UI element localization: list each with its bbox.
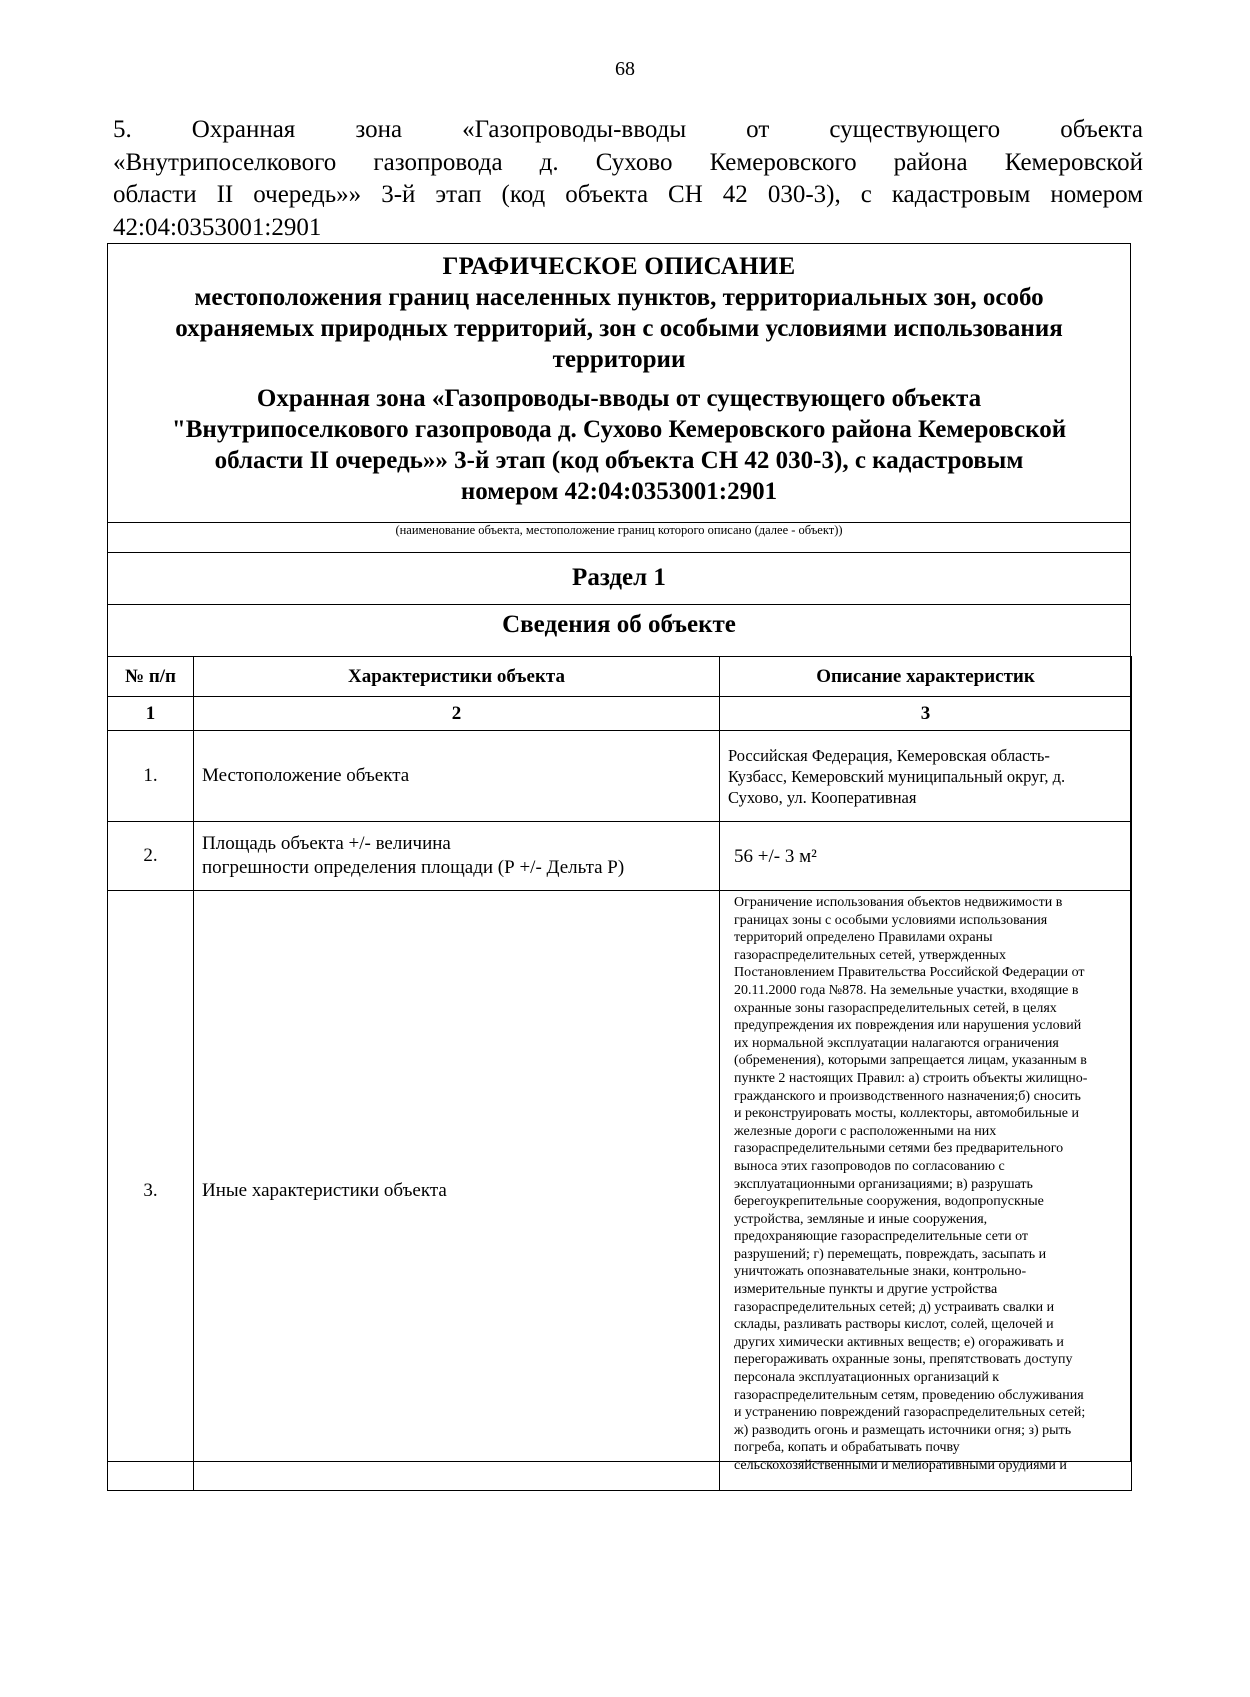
description-line: персонала эксплуатационных организаций к [734, 1370, 1000, 1386]
description-line: 20.11.2000 года №878. На земельные участки, входящие в [734, 982, 1079, 998]
characteristic-line: Площадь объекта +/- величина [202, 833, 451, 854]
description-line: охранные зоны газораспределительных сетей, в целях [734, 1000, 1057, 1016]
description-line: измерительные пункты и другие устройства [734, 1282, 998, 1298]
description-line: их нормальной эксплуатации налагаются ограничения [734, 1035, 1059, 1051]
row-number: 1. [108, 731, 194, 822]
description-line: границах зоны с особыми условиями использования [734, 912, 1048, 928]
table-row [108, 822, 1132, 891]
description-line: пункте 2 настоящих Правил: а) строить объекты жилищно- [734, 1070, 1088, 1086]
object-caption: (наименование объекта, местоположение границ которого описано (далее - объект)) [108, 522, 1130, 553]
divider [108, 604, 1130, 605]
form-subtitle-line: местоположения границ населенных пунктов, территориальных зон, особо [194, 284, 1044, 311]
object-name-line: номером 42:04:0353001:2901 [460, 478, 778, 505]
section-subtitle: Сведения об объекте [502, 611, 736, 638]
intro-line: области II очередь»» 3-й этап (код объекта СН 42 030-3), с кадастровым номером [113, 181, 1143, 208]
description-line: и реконструировать мосты, коллекторы, автомобильные и [734, 1106, 1079, 1122]
row-number: 2. [108, 822, 194, 891]
description-line: ж) разводить огонь и размещать источники огня; з) рыть [734, 1422, 1072, 1438]
column-number: 2 [194, 697, 720, 731]
object-name-line: области II очередь»» 3-й этап (код объекта СН 42 030-3), с кадастровым [214, 447, 1024, 474]
description-line: берегоукрепительные сооружения, водопропускные [734, 1194, 1044, 1210]
description-line: Постановлением Правительства Российской Федерации от [734, 965, 1085, 981]
description-line: Российская Федерация, Кемеровская область- [728, 745, 1050, 765]
row-description: 56 +/- 3 м² [720, 822, 1132, 891]
description-line: (обременения), которыми запрещается лицам, указанным в [734, 1053, 1087, 1069]
description-line: Кузбасс, Кемеровский муниципальный округ, д. [728, 766, 1066, 786]
row-description [720, 731, 1132, 822]
intro-line: 42:04:0353001:2901 [113, 213, 322, 241]
object-info-table [107, 656, 1132, 1491]
column-number: 1 [108, 697, 194, 731]
description-line: Сухово, ул. Кооперативная [728, 787, 917, 807]
description-line: и устранению повреждений газораспределительных сетей; [734, 1405, 1086, 1421]
description-line: других химически активных веществ; е) огораживать и [734, 1334, 1064, 1350]
description-line: разрушений; г) перемещать, повреждать, засыпать и [734, 1246, 1047, 1262]
row-characteristic: Иные характеристики объекта [194, 891, 720, 1491]
object-name [108, 383, 1130, 507]
description-line: газораспределительными сетями без предварительного [734, 1141, 1064, 1157]
description-line: погреба, копать и обрабатывать почву [734, 1440, 960, 1456]
object-name-line: Охранная зона «Газопроводы-вводы от существующего объекта [256, 385, 982, 412]
characteristic-line: погрешности определения площади (Р +/- Дельта Р) [202, 857, 625, 878]
description-line: устройства, земляные и иные сооружения, [734, 1211, 988, 1227]
graphic-description-form [107, 243, 1131, 1473]
description-line: выноса этих газопроводов по согласованию с [734, 1158, 1005, 1174]
table-row [108, 731, 1132, 822]
column-number: 3 [720, 697, 1132, 731]
description-line: железные дороги с расположенными на них [734, 1123, 997, 1139]
description-line: перегораживать охранные зоны, препятствовать доступу [734, 1352, 1073, 1368]
section-title: Раздел 1 [572, 564, 666, 591]
description-line: газораспределительных сетей; д) устраивать свалки и [734, 1299, 1055, 1315]
description-line: эксплуатационными организациями; в) разрушать [734, 1176, 1033, 1192]
form-title: ГРАФИЧЕСКОЕ ОПИСАНИЕ [442, 253, 796, 280]
intro-paragraph [113, 114, 1143, 244]
description-line: предупреждения их повреждения или нарушения условий [734, 1018, 1082, 1034]
form-heading [108, 244, 1130, 507]
description-line: территорий определено Правилами охраны [734, 930, 993, 946]
page-number: 68 [615, 58, 635, 80]
description-line: склады, разливать растворы кислот, солей, щелочей и [734, 1317, 1054, 1333]
description-text [734, 894, 1123, 1475]
table-row [108, 891, 1132, 1491]
description-line: сельскохозяйственными и мелиоративными орудиями и [734, 1458, 1067, 1473]
table-header-row [108, 657, 1132, 697]
divider [108, 552, 1130, 553]
row-number: 3. [108, 891, 194, 1491]
form-subtitle-line: охраняемых природных территорий, зон с особыми условиями использования [175, 315, 1063, 342]
intro-line: «Внутрипоселкового газопровода д. Сухово Кемеровского района Кемеровской [113, 148, 1143, 176]
description-line: гражданского и производственного назначения;б) сносить [734, 1088, 1081, 1104]
row-description [720, 891, 1132, 1491]
header-cell: Характеристики объекта [194, 657, 720, 697]
description-line: газораспределительных сетей, утвержденных [734, 947, 1006, 963]
intro-line: 5. Охранная зона «Газопроводы-вводы от существующего объекта [113, 116, 1143, 143]
row-characteristic: Местоположение объекта [194, 731, 720, 822]
description-line: предохраняющие газораспределительные сети от [734, 1229, 1029, 1245]
object-name-line: "Внутрипоселкового газопровода д. Сухово Кемеровского района Кемеровской [171, 416, 1067, 443]
description-line: газораспределительным сетям, проведению обслуживания [734, 1387, 1084, 1403]
description-line: Ограничение использования объектов недвижимости в [734, 895, 1063, 910]
header-cell: № п/п [108, 657, 194, 697]
form-subtitle [108, 282, 1130, 375]
form-subtitle-line: территории [552, 346, 686, 373]
header-cell: Описание характеристик [720, 657, 1132, 697]
row-characteristic [194, 822, 720, 891]
column-number-row [108, 697, 1132, 731]
description-line: уничтожать опознавательные знаки, контрольно- [734, 1264, 1027, 1280]
